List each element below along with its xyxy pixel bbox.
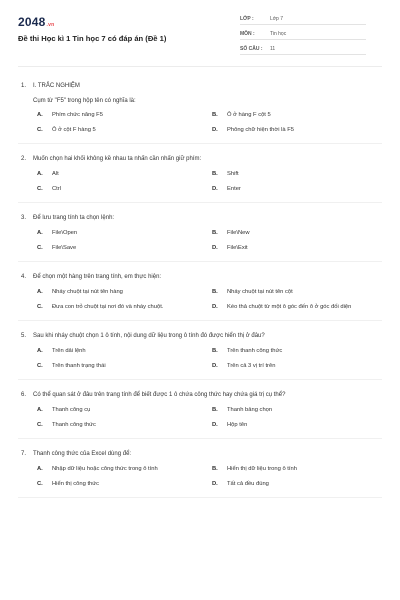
option-text: Nháy chuột tại nút tên cột	[227, 289, 293, 295]
option-text: Thanh bảng chọn	[227, 407, 273, 413]
answer-options	[37, 465, 382, 488]
option-letter: A.	[37, 348, 43, 354]
question-item	[18, 391, 382, 439]
option-text: Hiển thị công thức	[52, 481, 100, 487]
header-divider	[18, 66, 382, 67]
info-value: Lớp 7	[270, 15, 284, 22]
option-letter: B.	[212, 466, 218, 472]
answer-option[interactable]	[37, 465, 212, 473]
info-row-class	[240, 13, 366, 25]
question-divider	[18, 202, 382, 203]
question-item	[18, 155, 382, 203]
option-letter: D.	[212, 127, 218, 133]
answer-option[interactable]	[212, 244, 387, 252]
answer-options	[37, 229, 382, 252]
option-text: Nhập dữ liệu hoặc công thức trong ô tính	[52, 466, 158, 472]
option-letter: D.	[212, 245, 218, 251]
question-item	[18, 332, 382, 380]
question-text: I. TRẮC NGHIỆM	[33, 83, 80, 89]
option-text: Tất cả đều đúng	[227, 481, 269, 487]
answer-option[interactable]	[212, 480, 387, 488]
answer-option[interactable]	[212, 465, 387, 473]
option-letter: D.	[212, 481, 218, 487]
question-number: 1.	[21, 83, 27, 89]
answer-option[interactable]	[212, 170, 387, 178]
option-letter: B.	[212, 230, 218, 236]
question-item	[18, 82, 382, 144]
option-text: Ô ở cột F hàng 5	[52, 127, 96, 133]
question-text: Thanh công thức của Excel dùng để:	[33, 451, 132, 457]
option-text: File\New	[227, 230, 250, 236]
info-row-subject	[240, 28, 366, 40]
page-header	[18, 0, 382, 58]
question-prompt: Cụm từ "F5" trong hộp tên có nghĩa là:	[33, 98, 136, 104]
option-text: Shift	[227, 171, 239, 177]
option-letter: A.	[37, 466, 43, 472]
question-text: Để chọn một hàng trên trang tính, em thực hiện:	[33, 274, 162, 280]
option-letter: A.	[37, 230, 43, 236]
option-text: Hộp tên	[227, 422, 248, 428]
answer-options	[37, 406, 382, 429]
question-item	[18, 273, 382, 321]
option-text: Trên thanh công thức	[227, 348, 283, 354]
answer-option[interactable]	[212, 126, 387, 134]
option-letter: A.	[37, 289, 43, 295]
option-letter: C.	[37, 304, 43, 310]
question-divider	[18, 261, 382, 262]
option-letter: C.	[37, 127, 43, 133]
option-text: Nháy chuột tại nút tên hàng	[52, 289, 123, 295]
answer-option[interactable]	[37, 244, 212, 252]
question-list	[18, 82, 382, 498]
option-text: Trên cả 3 vị trí trên	[227, 363, 276, 369]
answer-option[interactable]	[37, 362, 212, 370]
option-letter: C.	[37, 363, 43, 369]
info-label: SỐ CÂU :	[240, 45, 263, 52]
answer-options	[37, 170, 382, 193]
answer-options	[37, 111, 382, 134]
answer-option[interactable]	[212, 303, 387, 311]
option-text: Phím chức năng F5	[52, 112, 103, 118]
question-number: 6.	[21, 392, 27, 398]
question-divider	[18, 438, 382, 439]
answer-option[interactable]	[212, 347, 387, 355]
option-letter: C.	[37, 186, 43, 192]
option-letter: C.	[37, 422, 43, 428]
option-text: File\Exit	[227, 245, 248, 251]
option-letter: B.	[212, 171, 218, 177]
info-row-count	[240, 43, 366, 55]
info-label: MÔN :	[240, 30, 255, 37]
exam-info-panel	[240, 13, 366, 58]
answer-option[interactable]	[37, 303, 212, 311]
question-number: 3.	[21, 215, 27, 221]
question-number: 4.	[21, 274, 27, 280]
option-letter: D.	[212, 422, 218, 428]
answer-options	[37, 288, 382, 311]
option-text: Trên dải lệnh	[52, 348, 86, 354]
answer-option[interactable]	[37, 170, 212, 178]
option-letter: B.	[212, 112, 218, 118]
info-value: Tin học	[270, 30, 287, 37]
logo-suffix-text: .vn	[46, 22, 55, 28]
question-divider	[18, 320, 382, 321]
info-label: LỚP :	[240, 15, 254, 22]
option-text: Alt	[52, 171, 59, 177]
answer-option[interactable]	[37, 347, 212, 355]
question-header	[18, 82, 382, 90]
answer-option[interactable]	[37, 185, 212, 193]
option-letter: A.	[37, 112, 43, 118]
option-text: Thanh công thức	[52, 422, 96, 428]
option-text: Ô ở hàng F cột 5	[227, 112, 271, 118]
option-letter: D.	[212, 186, 218, 192]
question-header	[18, 273, 382, 281]
question-text: Sau khi nháy chuột chọn 1 ô tính, nội dung dữ liệu trong ô tính đó được hiển thị ở đâu?	[33, 333, 265, 339]
option-text: File\Save	[52, 245, 77, 251]
option-text: Đưa con trỏ chuột tại nơi đó và nháy chuột.	[52, 304, 164, 310]
answer-option[interactable]	[212, 421, 387, 429]
option-letter: A.	[37, 407, 43, 413]
option-letter: D.	[212, 304, 218, 310]
option-text: Hiển thị dữ liệu trong ô tính	[227, 466, 297, 472]
option-letter: B.	[212, 289, 218, 295]
answer-option[interactable]	[37, 229, 212, 237]
answer-option[interactable]	[37, 421, 212, 429]
option-text: Thanh công cụ	[52, 407, 91, 413]
option-text: Trên thanh trạng thái	[52, 363, 106, 369]
question-item	[18, 214, 382, 262]
question-number: 5.	[21, 333, 27, 339]
question-header	[18, 214, 382, 222]
answer-option[interactable]	[212, 362, 387, 370]
option-letter: B.	[212, 348, 218, 354]
question-header	[18, 450, 382, 458]
question-divider	[18, 497, 382, 498]
option-text: Phông chữ hiện thời là F5	[227, 127, 294, 133]
question-divider	[18, 379, 382, 380]
option-letter: C.	[37, 481, 43, 487]
answer-option[interactable]	[37, 126, 212, 134]
answer-option[interactable]	[37, 111, 212, 119]
page-title: Đề thi Học kì 1 Tin học 7 có đáp án (Đề 1)	[18, 34, 167, 43]
question-header	[18, 391, 382, 399]
answer-option[interactable]	[212, 288, 387, 296]
question-text: Muốn chọn hai khối không kề nhau ta nhấn cần nhấn giữ phím:	[33, 156, 202, 162]
option-letter: A.	[37, 171, 43, 177]
info-value: 11	[270, 45, 276, 52]
logo-main-text: 2048	[18, 15, 46, 29]
question-text: Có thể quan sát ở đâu trên trang tính để biết được 1 ô chứa công thức hay chứa giá trị cụ thể?	[33, 392, 286, 398]
question-item	[18, 450, 382, 498]
option-text: File\Open	[52, 230, 78, 236]
answer-options	[37, 347, 382, 370]
option-letter: D.	[212, 363, 218, 369]
question-divider	[18, 143, 382, 144]
question-text: Để lưu trang tính ta chọn lệnh:	[33, 215, 115, 221]
question-number: 7.	[21, 451, 27, 457]
option-letter: C.	[37, 245, 43, 251]
answer-option[interactable]	[37, 480, 212, 488]
answer-option[interactable]	[212, 111, 387, 119]
answer-option[interactable]	[37, 288, 212, 296]
option-text: Kéo thả chuột từ một ô góc đến ô ở góc đối diện	[227, 304, 352, 310]
question-number: 2.	[21, 156, 27, 162]
question-header	[18, 155, 382, 163]
answer-option[interactable]	[212, 406, 387, 414]
answer-option[interactable]	[212, 229, 387, 237]
option-letter: B.	[212, 407, 218, 413]
question-header	[18, 332, 382, 340]
answer-option[interactable]	[37, 406, 212, 414]
option-text: Enter	[227, 186, 241, 192]
answer-option[interactable]	[212, 185, 387, 193]
option-text: Ctrl	[52, 186, 62, 192]
